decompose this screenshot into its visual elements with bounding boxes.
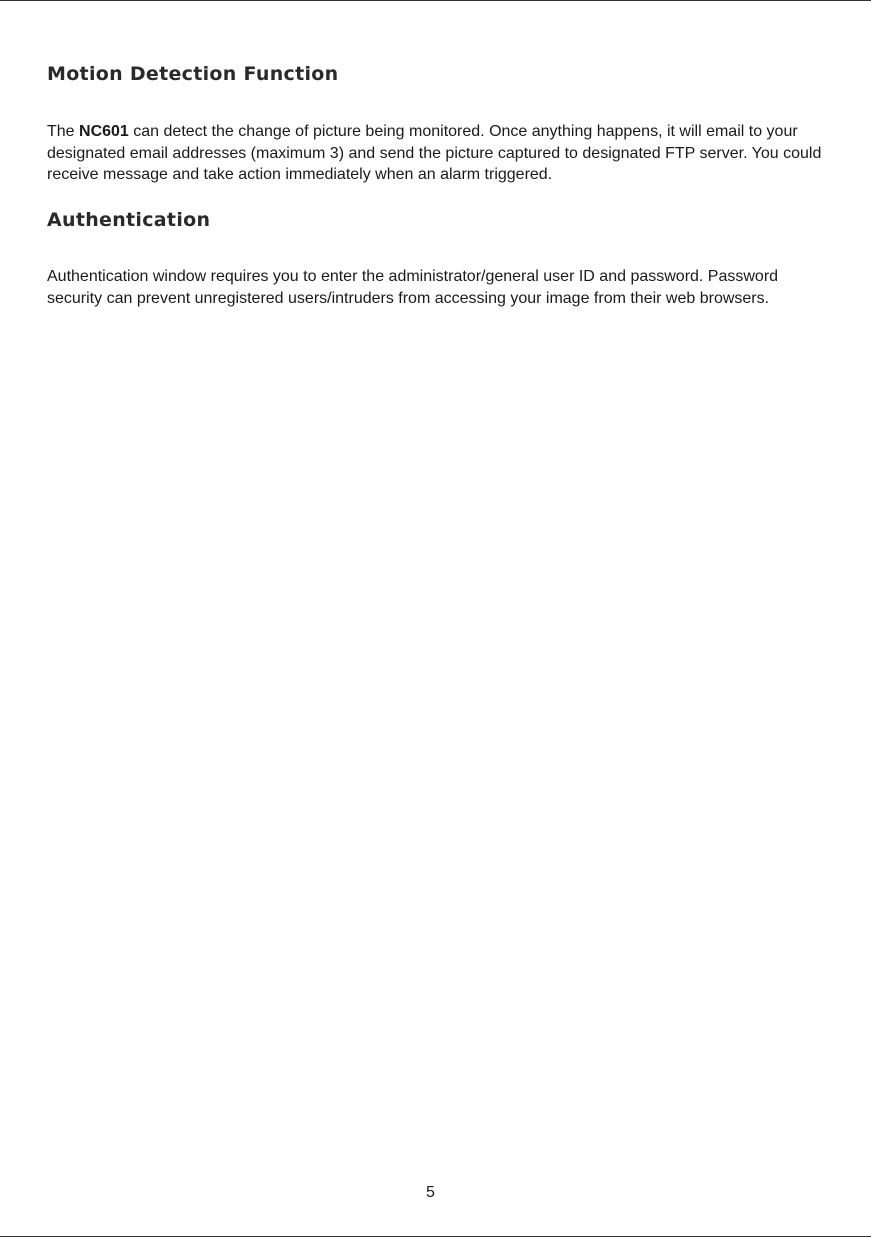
paragraph-text: can detect the change of picture being monitored. Once anything happens, it will email to your designated email addresses (maximum 3) and send the picture captured to designated FTP server. You could receive message and take action immediately when an alarm triggered.	[47, 123, 822, 183]
section-heading-authentication: Authentication	[47, 209, 211, 231]
paragraph-authentication: Authentication window requires you to enter the administrator/general user ID and password. Password security can prevent unregistered users/intruders from accessing your image from their web browsers.	[47, 268, 779, 307]
top-rule	[0, 0, 871, 1]
section-heading-motion-detection: Motion Detection Function	[47, 63, 339, 85]
page-number: 5	[426, 1184, 435, 1201]
product-name: NC601	[79, 123, 129, 140]
bottom-rule	[0, 1236, 871, 1237]
paragraph-prefix: The	[47, 123, 80, 140]
paragraph-motion-detection	[47, 121, 837, 186]
